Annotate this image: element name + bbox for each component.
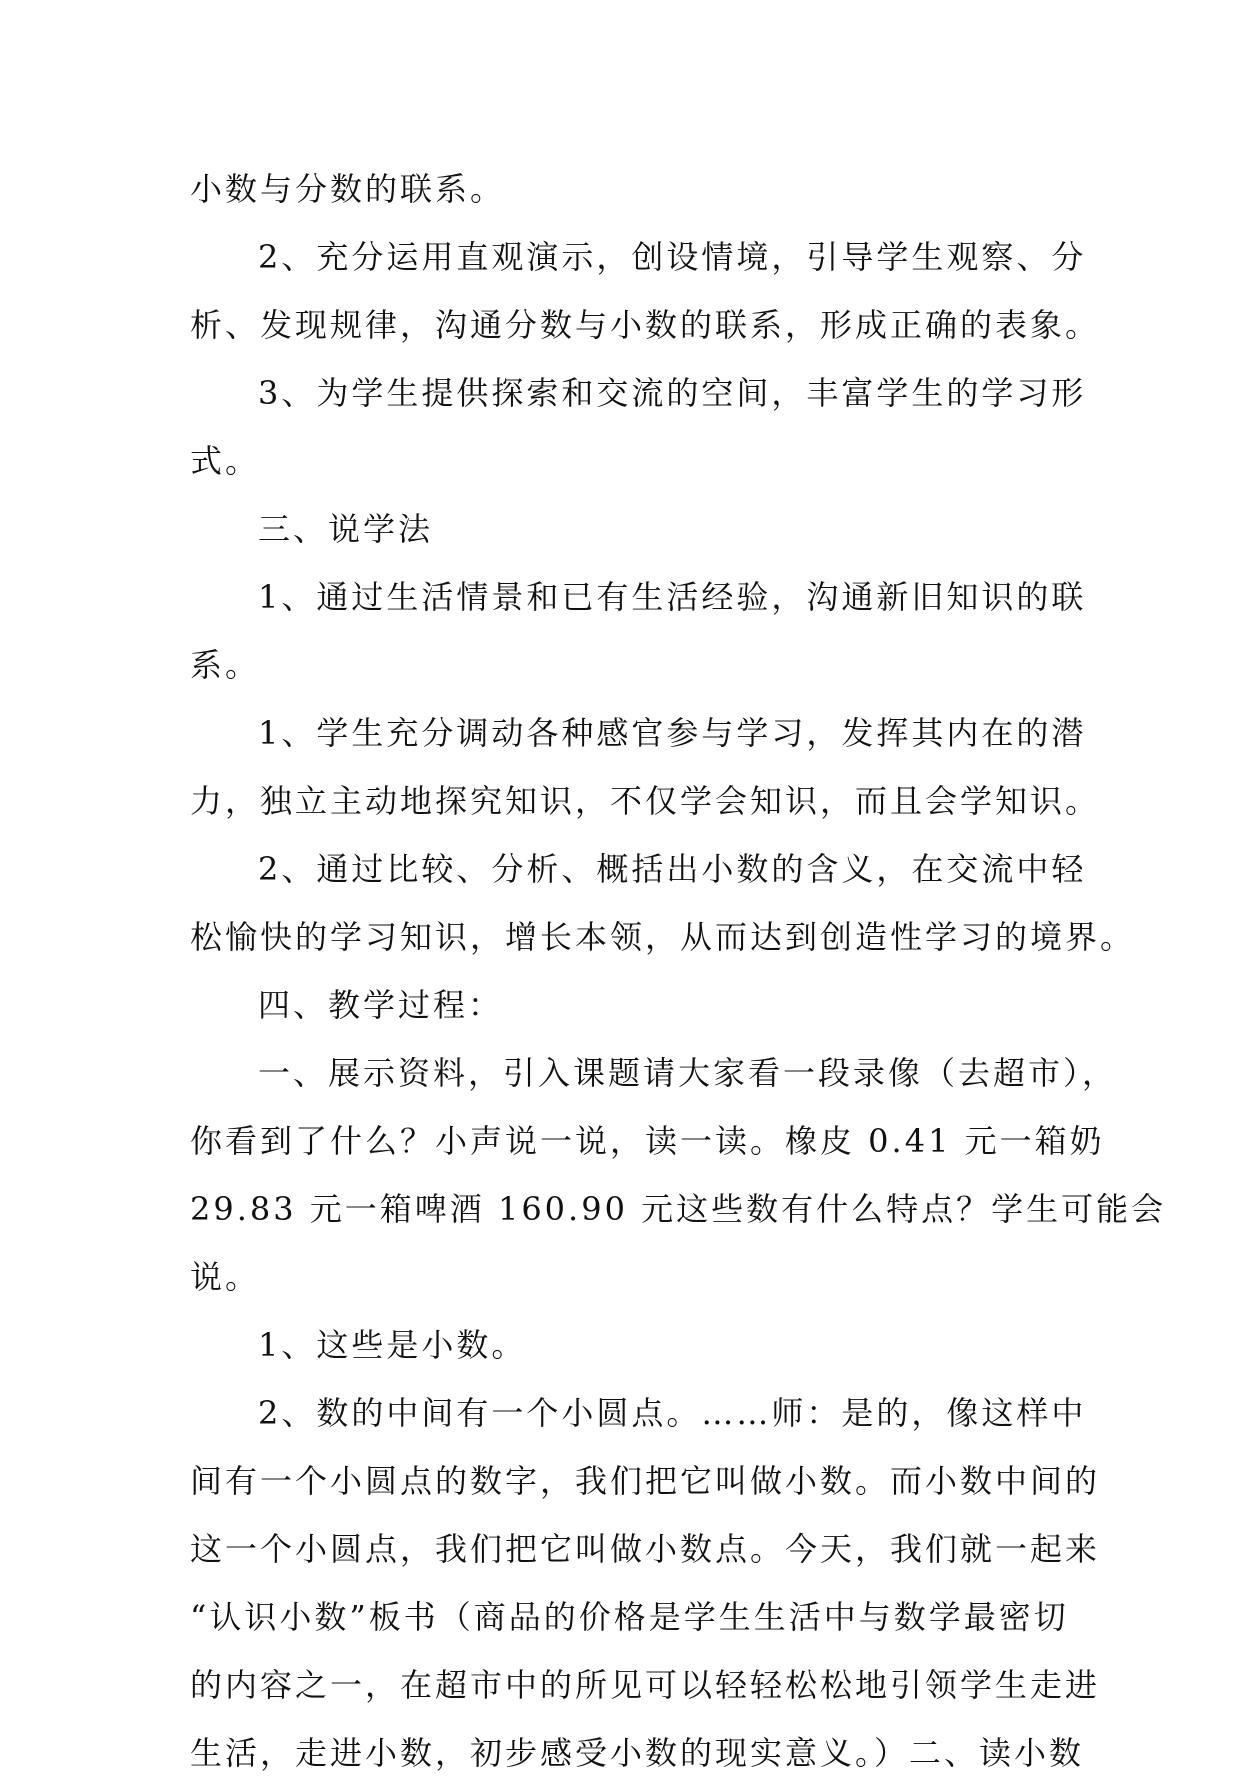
text-line: 这一个小圆点，我们把它叫做小数点。今天，我们就一起来: [190, 1530, 1101, 1568]
text-line: 2、通过比较、分析、概括出小数的含义，在交流中轻: [258, 850, 1087, 888]
text-line: 29.83 元一箱啤酒 160.90 元这些数有什么特点？学生可能会: [190, 1190, 1167, 1228]
document-body: [190, 155, 1167, 1787]
text-line: 你看到了什么？小声说一说，读一读。橡皮 0.41 元一箱奶: [190, 1122, 1105, 1160]
text-line: 系。: [190, 646, 261, 684]
text-line: 一、展示资料，引入课题请大家看一段录像（去超市），: [258, 1054, 1118, 1092]
section-heading: 三、说学法: [258, 510, 434, 548]
text-line: 松愉快的学习知识，增长本领，从而达到创造性学习的境界。: [190, 918, 1136, 956]
text-line: 生活，走进小数，初步感受小数的现实意义。）二、读小数: [190, 1734, 1085, 1772]
text-line: “认识小数”板书（商品的价格是学生生活中与数学最密切: [190, 1598, 1069, 1636]
text-line: 说。: [190, 1258, 261, 1296]
text-line: 析、发现规律，沟通分数与小数的联系，形成正确的表象。: [190, 306, 1101, 344]
text-line: 2、充分运用直观演示，创设情境，引导学生观察、分: [258, 238, 1087, 276]
text-line: 1、学生充分调动各种感官参与学习，发挥其内在的潜: [258, 714, 1087, 752]
text-line: 3、为学生提供探索和交流的空间，丰富学生的学习形: [258, 374, 1087, 412]
text-line: 力，独立主动地探究知识，不仅学会知识，而且会学知识。: [190, 782, 1101, 820]
text-line: 1、通过生活情景和已有生活经验，沟通新旧知识的联: [258, 578, 1087, 616]
text-line: 小数与分数的联系。: [190, 170, 506, 208]
section-heading: 四、教学过程：: [258, 986, 504, 1024]
text-line: 2、数的中间有一个小圆点。……师：是的，像这样中: [258, 1394, 1087, 1432]
text-line: 的内容之一，在超市中的所见可以轻轻松松地引领学生走进: [190, 1666, 1101, 1704]
text-line: 1、这些是小数。: [258, 1326, 527, 1364]
text-line: 式。: [190, 442, 261, 480]
text-line: 间有一个小圆点的数字，我们把它叫做小数。而小数中间的: [190, 1462, 1101, 1500]
